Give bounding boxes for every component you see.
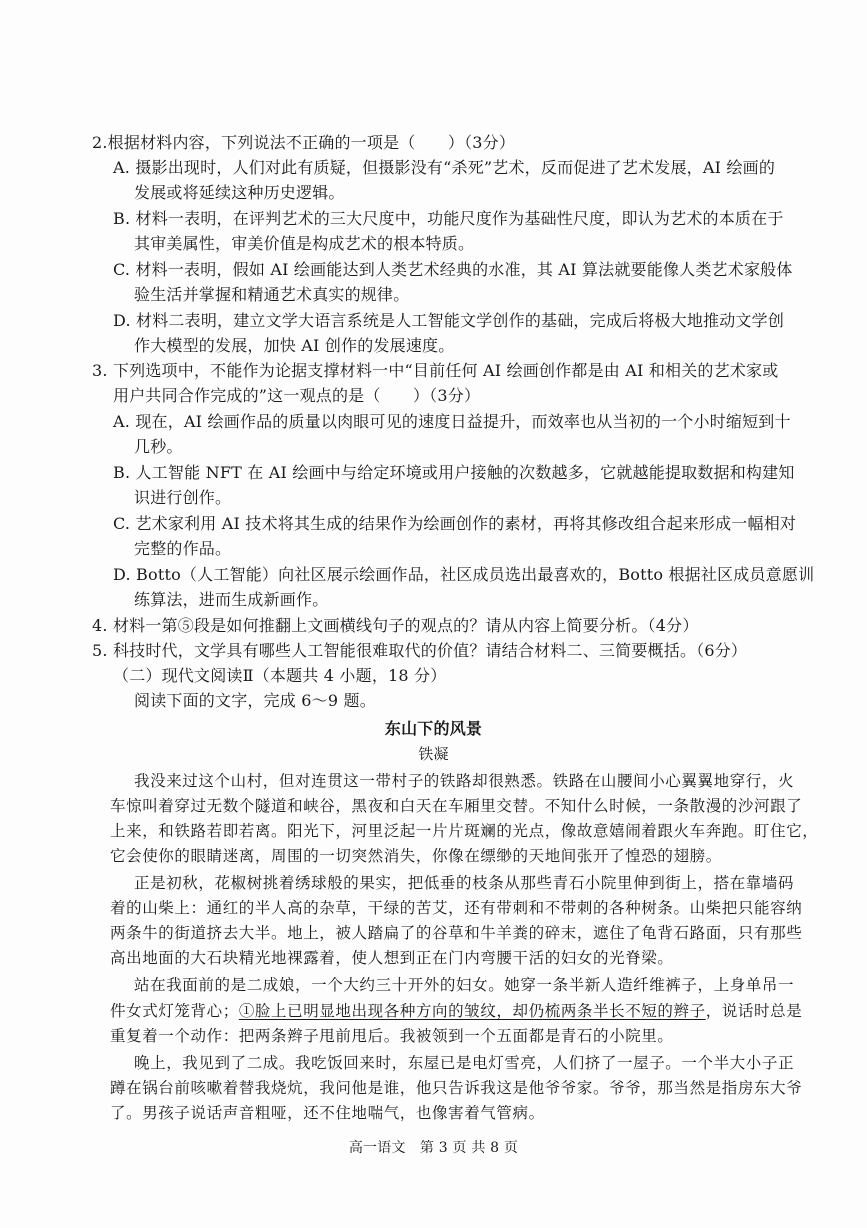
question-3-option-a-cont: 几秒。 xyxy=(134,437,183,456)
question-3-stem: 3. 下列选项中，不能作为论据支撑材料一中“目前任何 AI 绘画创作都是由 AI 和相关的艺术家或 xyxy=(92,361,779,380)
article-title: 东山下的风景 xyxy=(384,719,483,738)
paragraph-4-line: 蹲在锅台前咳嗽着替我烧炕，我问他是谁，他只告诉我这是他爷爷家。爷爷，那当然是指房东大爷 xyxy=(110,1079,803,1097)
question-2-option-a: A. 摄影出现时，人们对此有质疑，但摄影没有“杀死”艺术，反而促进了艺术发展，AI 绘画的 xyxy=(113,158,776,177)
paragraph-2-line: 两条牛的街道挤去大半。地上，被人踏扁了的谷草和牛羊粪的碎末，遮住了龟背石路面，只有那些 xyxy=(110,924,803,942)
paragraph-1-line: 它会使你的眼睛迷离，周围的一切突然消失，你像在缥缈的天地间张开了惶恐的翅膀。 xyxy=(110,847,722,865)
paragraph-3-text: 件女式灯笼背心； xyxy=(110,1002,239,1020)
question-2-option-c-cont: 验生活并掌握和精通艺术真实的规律。 xyxy=(134,285,410,304)
question-2-option-c: C. 材料一表明，假如 AI 绘画能达到人类艺术经典的水准，其 AI 算法就要能像人类艺术家般体 xyxy=(113,260,793,279)
paragraph-4-line: 了。男孩子说话声音粗哑，还不住地喘气，也像害着气管病。 xyxy=(110,1104,545,1122)
question-2-stem: 2.根据材料内容，下列说法不正确的一项是（ ）（3分） xyxy=(92,133,516,152)
question-3-option-c: C. 艺术家利用 AI 技术将其生成的结果作为绘画创作的素材，再将其修改组合起来形成一幅相对 xyxy=(113,514,797,533)
paragraph-1-line: 上来，和铁路若即若离。阳光下，河里泛起一片片斑斓的光点，像故意嬉闹着跟火车奔跑。盯住它， xyxy=(110,822,819,840)
question-4: 4. 材料一第⑤段是如何推翻上文画横线句子的观点的？请从内容上简要分析。（4分） xyxy=(92,616,699,635)
question-3-option-b-cont: 识进行创作。 xyxy=(134,488,232,507)
paragraph-2-line: 正是初秋，花椒树挑着绣球般的果实，把低垂的枝条从那些青石小院里伸到街上，搭在靠墙码 xyxy=(134,874,795,892)
question-3-option-a: A. 现在，AI 绘画作品的质量以肉眼可见的速度日益提升，而效率也从当初的一个小时缩短到十 xyxy=(113,412,791,431)
paragraph-1-line: 我没来过这个山村，但对连贯这一带村子的铁路却很熟悉。铁路在山腰间小心翼翼地穿行，火 xyxy=(134,772,795,790)
question-3-stem-cont: 用户共同合作完成的”这一观点的是（ ）（3分） xyxy=(113,386,481,405)
question-2-option-d: D. 材料二表明，建立文学大语言系统是人工智能文学创作的基础，完成后将极大地推动文学创 xyxy=(113,311,785,330)
underlined-sentence-1: ①脸上已明显地出现各种方向的皱纹，却仍梳两条半长不短的辫子 xyxy=(238,1002,706,1020)
paragraph-4-line: 晚上，我见到了二成。我吃饭回来时，东屋已是电灯雪亮，人们挤了一屋子。一个半大小子正 xyxy=(134,1054,795,1072)
question-2-option-b-cont: 其审美属性，审美价值是构成艺术的根本特质。 xyxy=(134,234,475,253)
paragraph-2-line: 高出地面的大石块精光地裸露着，使人想到正在门内弯腰干活的妇女的光脊梁。 xyxy=(110,949,674,967)
question-5: 5. 科技时代，文学具有哪些人工智能很难取代的价值？请结合材料二、三简要概括。（6分） xyxy=(92,641,748,660)
section-instruction: 阅读下面的文字，完成 6～9 题。 xyxy=(134,691,376,710)
question-2-option-d-cont: 作大模型的发展，加快 AI 创作的发展速度。 xyxy=(134,336,455,355)
question-2-option-b: B. 材料一表明，在评判艺术的三大尺度中，功能尺度作为基础性尺度，即认为艺术的本质在于 xyxy=(113,209,784,228)
paragraph-3-line: 重复着一个动作：把两条辫子甩前甩后。我被领到一个五面都是青石的小院里。 xyxy=(110,1027,674,1045)
question-3-option-c-cont: 完整的作品。 xyxy=(134,539,232,558)
paragraph-3-line xyxy=(110,1001,802,1021)
page-footer: 高一语文 第 3 页 共 8 页 xyxy=(348,1140,519,1156)
paragraph-2-line: 着的山柴上：通红的半人高的杂草，干绿的苦艾，还有带刺和不带刺的各种树条。山柴把只能容纳 xyxy=(110,899,803,917)
question-2-option-a-cont: 发展或将延续这种历史逻辑。 xyxy=(134,183,345,202)
section-heading: （二）现代文阅读Ⅱ（本题共 4 小题，18 分） xyxy=(113,666,447,685)
article-author: 铁凝 xyxy=(418,745,449,763)
question-3-option-d: D. Botto（人工智能）向社区展示绘画作品，社区成员选出最喜欢的，Botto 根据社区成员意愿训 xyxy=(113,565,815,584)
paragraph-1-line: 车惊叫着穿过无数个隧道和峡谷，黑夜和白天在车厢里交替。不知什么时候，一条散漫的沙河跟了 xyxy=(110,797,803,815)
question-3-option-d-cont: 练算法，进而生成新画作。 xyxy=(134,590,329,609)
paragraph-3-text: ，说话时总是 xyxy=(705,1002,803,1020)
paragraph-3-line: 站在我面前的是二成娘，一个大约三十开外的妇女。她穿一条半新人造纤维裤子，上身单吊一 xyxy=(134,976,795,994)
question-3-option-b: B. 人工智能 NFT 在 AI 绘画中与给定环境或用户接触的次数越多，它就越能提取数据和构建知 xyxy=(113,463,795,482)
